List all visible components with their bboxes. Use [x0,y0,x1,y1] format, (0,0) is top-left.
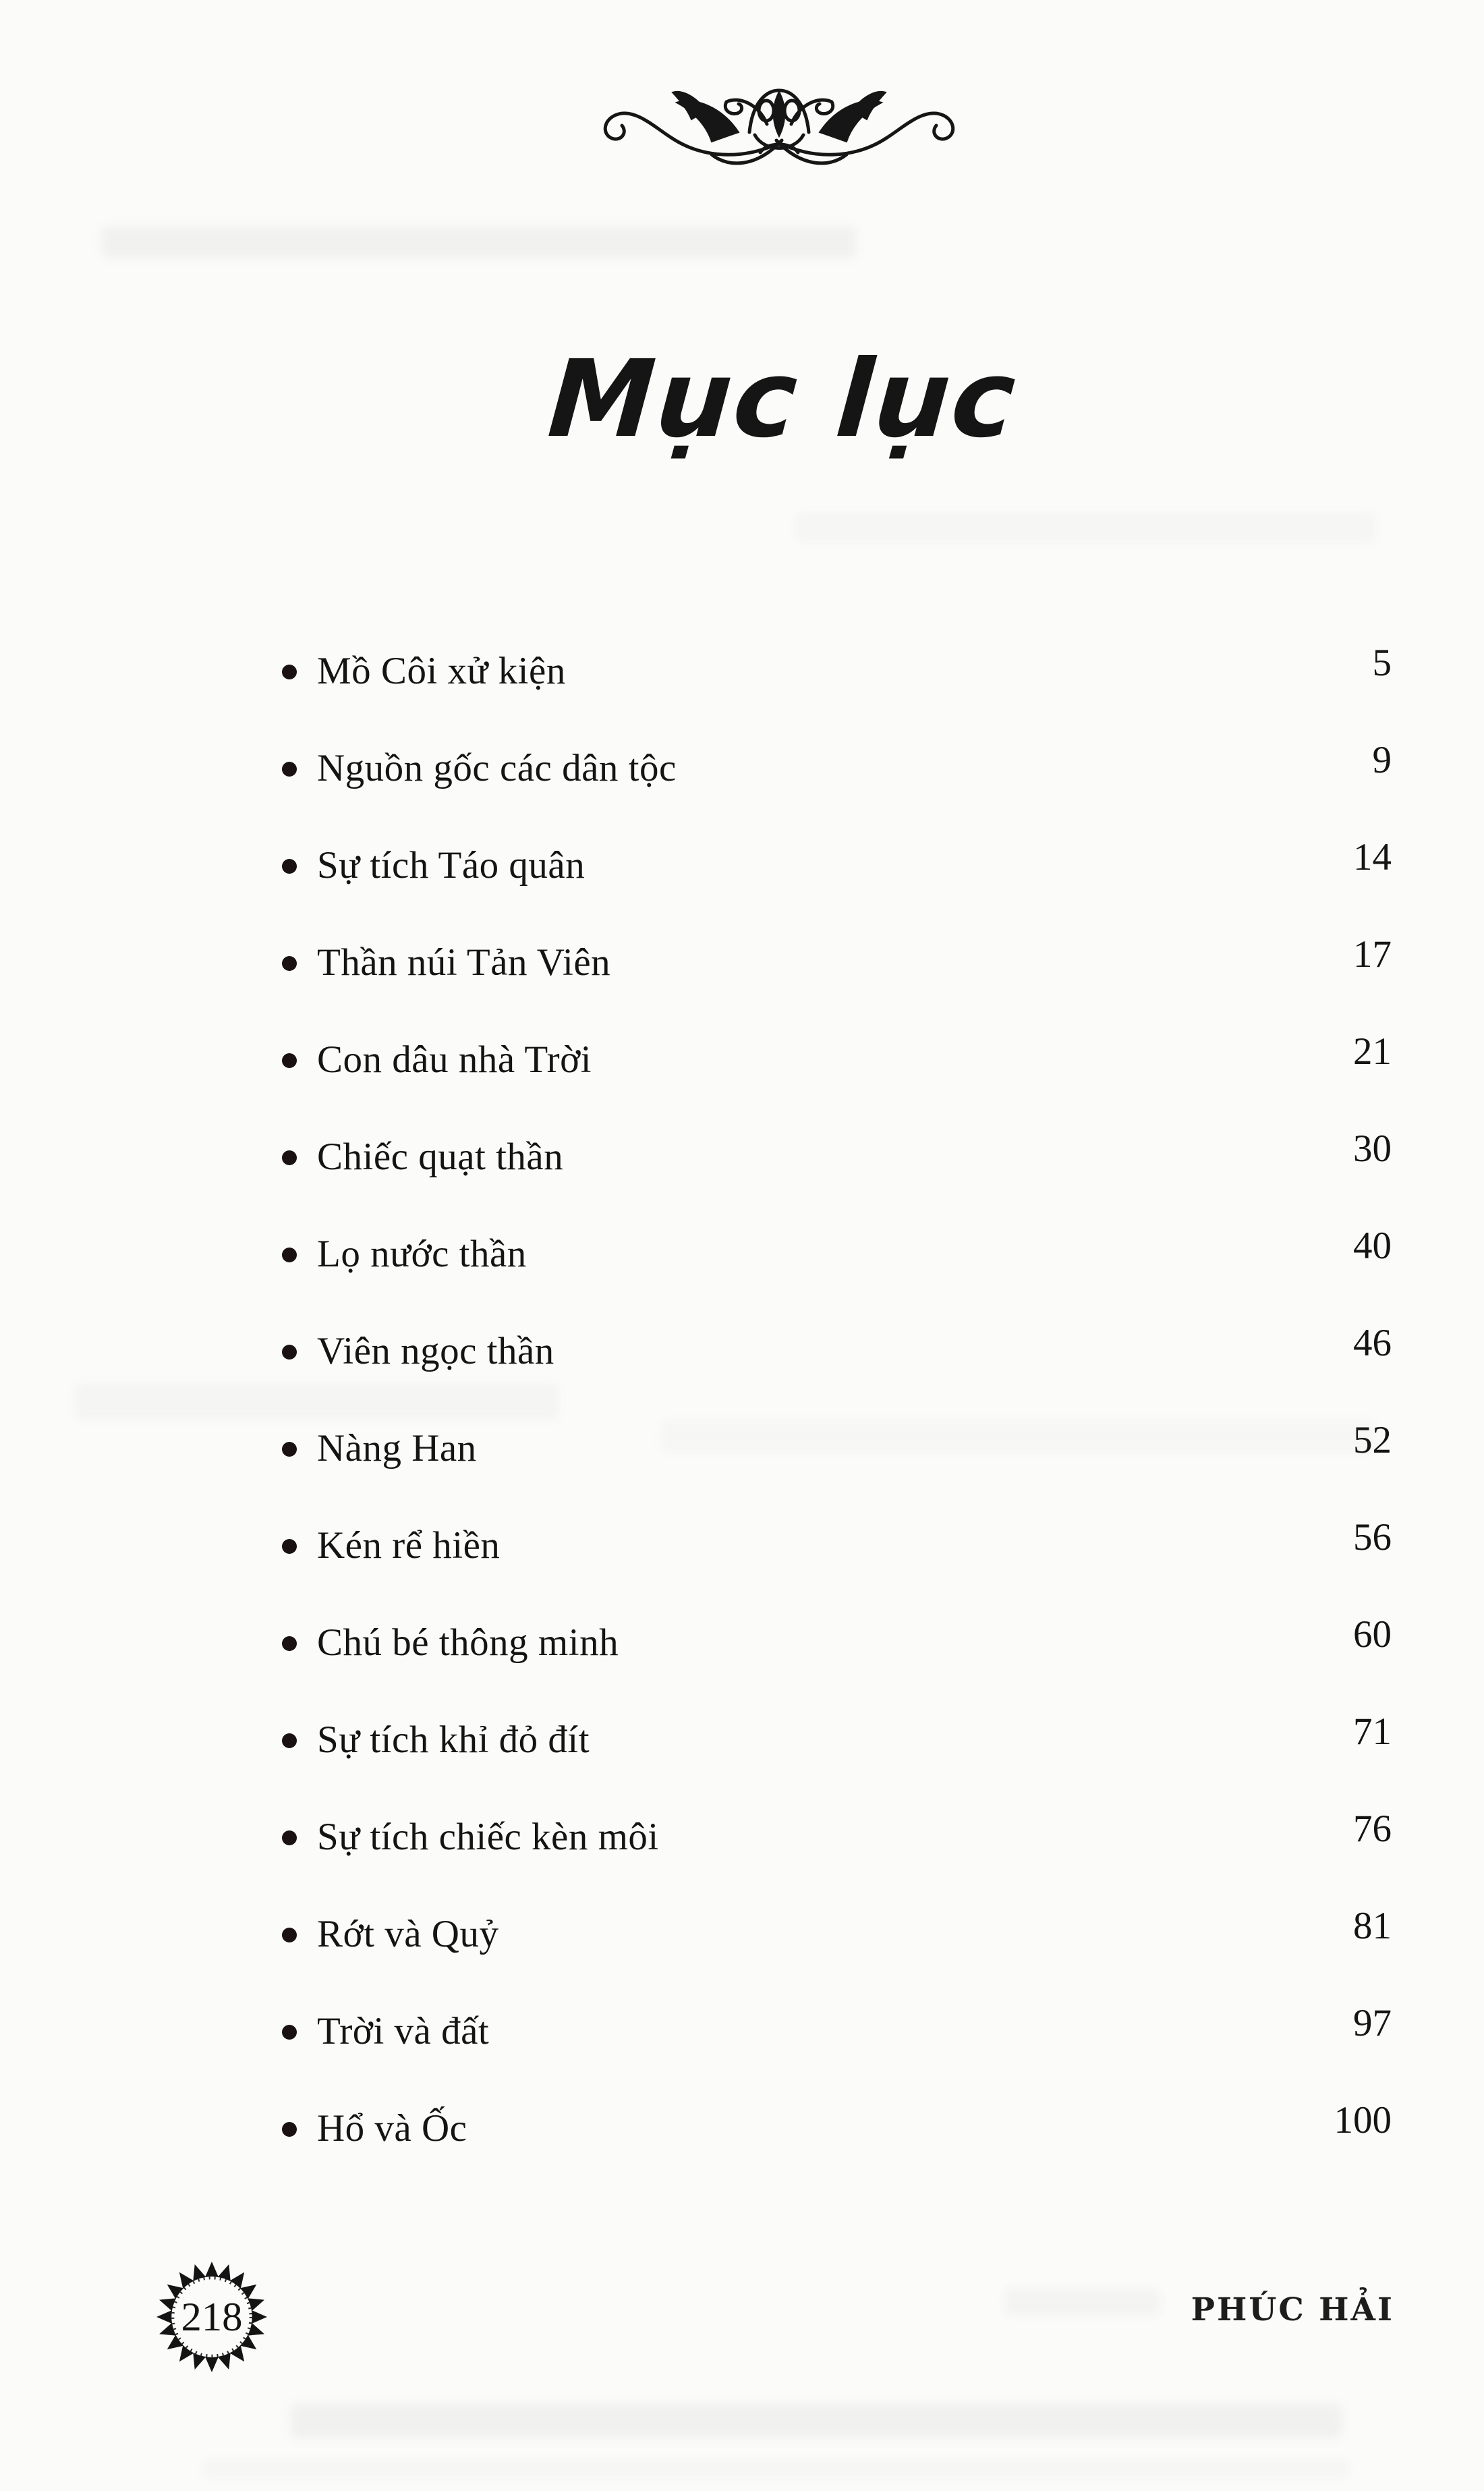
toc-entry-row [282,1788,1392,1885]
toc-entry-page-number: 30 [1353,1127,1392,1170]
bullet-icon [282,1248,297,1262]
decorative-flourish-ornament [0,67,1484,186]
toc-entry-title: Sự tích Táo quân [317,843,586,887]
toc-entry-title: Viên ngọc thần [317,1329,554,1372]
toc-entry-page-number: 81 [1353,1904,1392,1947]
bullet-icon [282,1928,297,1942]
toc-entry-page-number: 14 [1353,835,1392,878]
toc-entry-title: Con dâu nhà Trời [317,1038,592,1081]
toc-entry-title: Rớt và Quỷ [317,1912,499,1955]
bullet-icon [282,1150,297,1165]
bullet-icon [282,762,297,777]
author-name: PHÚC HẢI [1191,2291,1394,2328]
page-title: Mục lục [544,337,1021,461]
toc-entry-page-number: 60 [1353,1613,1392,1656]
bleed-through-artifact [290,2403,1342,2438]
toc-entry-title: Trời và đất [317,2009,490,2052]
toc-entry-row [282,1594,1392,1691]
table-of-contents [282,622,1392,2177]
toc-entry-row [282,1496,1392,1594]
bullet-icon [282,665,297,679]
toc-entry-page-number: 40 [1353,1224,1392,1267]
toc-entry-page-number: 71 [1353,1710,1392,1753]
bullet-icon [282,2122,297,2137]
bleed-through-artifact [796,513,1376,542]
toc-entry-title: Chiếc quạt thần [317,1135,564,1178]
toc-entry-row [282,1011,1392,1108]
toc-entry-row [282,2079,1392,2177]
bleed-through-artifact [1005,2289,1160,2316]
toc-entry-page-number: 56 [1353,1515,1392,1559]
bullet-icon [282,1053,297,1068]
toc-entry-title: Kén rể hiền [317,1523,501,1567]
toc-entry-page-number: 9 [1372,738,1392,781]
toc-entry-page-number: 5 [1372,641,1392,684]
toc-entry-row [282,719,1392,816]
toc-entry-page-number: 76 [1353,1807,1392,1850]
toc-entry-row [282,622,1392,719]
bullet-icon [282,1539,297,1554]
toc-entry-row [282,1982,1392,2079]
bleed-through-artifact [101,226,857,258]
toc-entry-row [282,1691,1392,1788]
bullet-icon [282,1830,297,1845]
bleed-through-artifact [202,2459,1349,2478]
toc-entry-title: Lọ nước thần [317,1232,527,1275]
toc-entry-page-number: 100 [1334,2098,1392,2142]
toc-entry-title: Mồ Côi xử kiện [317,649,566,692]
badge-page-number: 218 [181,2295,243,2341]
toc-entry-row [282,1108,1392,1205]
bullet-icon [282,1733,297,1748]
bullet-icon [282,956,297,971]
toc-entry-title: Sự tích khỉ đỏ đít [317,1718,590,1761]
toc-entry-page-number: 21 [1353,1030,1392,1073]
toc-entry-title: Sự tích chiếc kèn môi [317,1815,659,1858]
toc-entry-title: Hổ và Ốc [317,2106,467,2150]
bullet-icon [282,859,297,874]
bullet-icon [282,1636,297,1651]
toc-entry-row [282,816,1392,914]
toc-entry-row [282,1302,1392,1399]
toc-entry-title: Nàng Han [317,1426,477,1470]
bullet-icon [282,1442,297,1457]
toc-entry-row [282,1885,1392,1982]
page-number-badge [154,2259,270,2375]
bullet-icon [282,2025,297,2040]
bullet-icon [282,1345,297,1360]
toc-entry-row [282,1205,1392,1302]
toc-entry-row [282,914,1392,1011]
toc-entry-page-number: 46 [1353,1321,1392,1364]
toc-entry-title: Nguồn gốc các dân tộc [317,746,677,789]
toc-entry-title: Chú bé thông minh [317,1621,619,1664]
toc-entry-page-number: 52 [1353,1418,1392,1461]
toc-entry-page-number: 17 [1353,932,1392,976]
toc-entry-row [282,1399,1392,1496]
toc-entry-title: Thần núi Tản Viên [317,941,611,984]
toc-entry-page-number: 97 [1353,2001,1392,2044]
